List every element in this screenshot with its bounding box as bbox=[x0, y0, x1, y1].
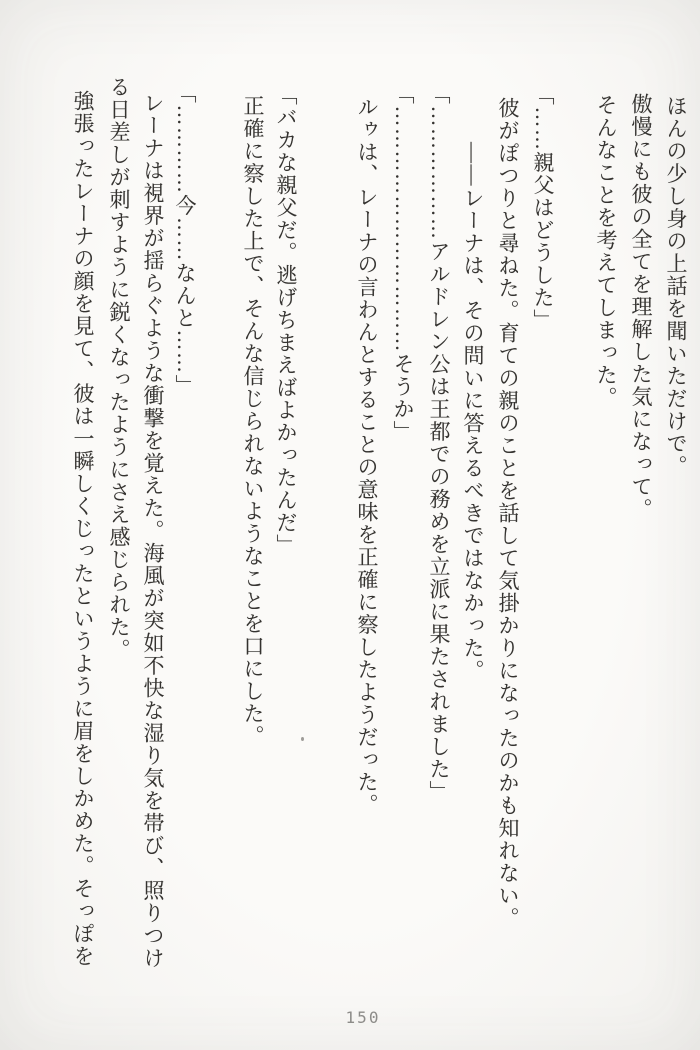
dialogue-line: 「バカな親父だ。逃げちまえばよかったんだ」 bbox=[274, 84, 298, 557]
page-number: 150 bbox=[345, 1008, 381, 1027]
text-column: 正確に察した上で、そんな信じられないようなことを口にした。 bbox=[241, 95, 265, 748]
text-column: 強張ったレーナの顔を見て、彼は一瞬しくじったというように眉をしかめた。そっぽを bbox=[71, 90, 95, 968]
dialogue-line: 「……親父はどうした」 bbox=[531, 84, 555, 332]
text-column: レーナは視界が揺らぐような衝撃を覚えた。海風が突如不快な湿り気を帯び、照りつけ bbox=[141, 92, 165, 970]
text-column: ルゥは、レーナの言わんとすることの意味を正確に察したようだった。 bbox=[355, 96, 379, 816]
text-column: ほんの少し身の上話を聞いただけで。 bbox=[664, 95, 688, 478]
dialogue-line: 「…………今……なんと……」 bbox=[173, 82, 197, 397]
text-column: る日差しが刺すように鋭くなったようにさえ感じられた。 bbox=[107, 76, 131, 661]
dash-indented-line: ――レーナは、その問いに答えるべきではなかった。 bbox=[461, 142, 485, 682]
dialogue-line: 「………………アルドレン公は王都での務めを立派に果たされました」 bbox=[427, 83, 451, 803]
text-column: 傲慢にも彼の全てを理解した気になって。 bbox=[629, 93, 653, 521]
dialogue-line: 「……………………………そうか」 bbox=[391, 83, 415, 443]
text-column: 彼がぽつりと尋ねた。育ての親のことを話して気掛かりになったのかも知れない。 bbox=[496, 97, 520, 930]
scan-speck bbox=[301, 737, 304, 741]
text-column: そんなことを考えてしまった。 bbox=[594, 94, 618, 409]
